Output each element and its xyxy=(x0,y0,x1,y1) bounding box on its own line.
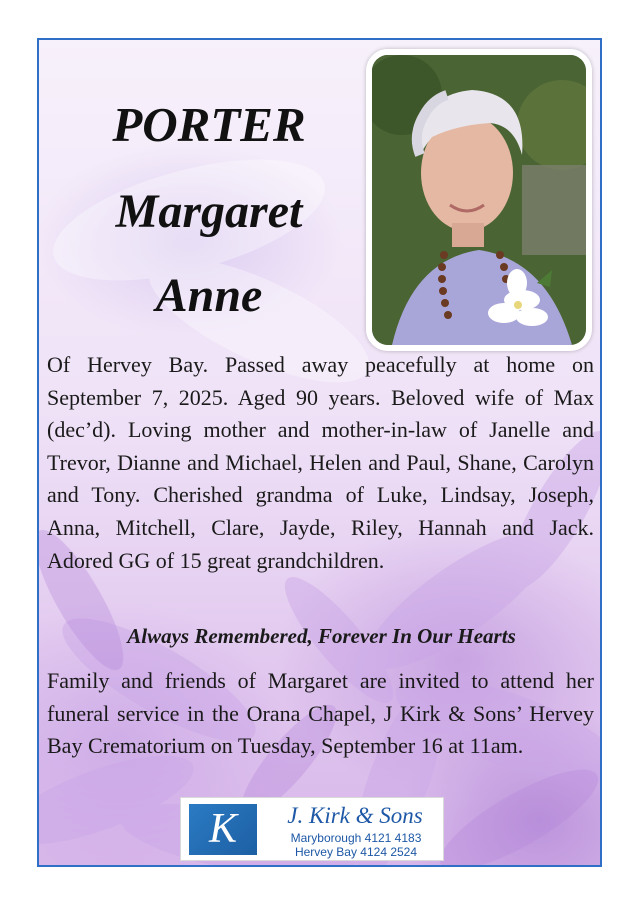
memorial-tagline: Always Remembered, Forever In Our Hearts xyxy=(127,624,516,648)
kirk-monogram-letter: K xyxy=(208,806,237,852)
funeral-notice xyxy=(37,38,602,867)
notice-paragraph-2: Family and friends of Margaret are invited to attend her funeral service in the Orana Chapel, J Kirk & Sons’ Hervey Bay Crematorium on Tuesday, September 16 at 11am. xyxy=(47,668,594,759)
hervey-bay-phone: Hervey Bay 4124 2524 xyxy=(294,845,418,859)
portrait-illustration xyxy=(372,55,586,345)
funeral-director-logo xyxy=(180,797,444,861)
deceased-middle-name: Anne xyxy=(155,269,263,322)
portrait-photo xyxy=(366,49,592,351)
funeral-director-name: J. Kirk & Sons xyxy=(287,803,423,828)
deceased-first-name: Margaret xyxy=(115,185,303,238)
notice-paragraph-1: Of Hervey Bay. Passed away peacefully at home on September 7, 2025. Aged 90 years. Beloved wife of Max (dec’d). Loving mother and mother-in-law of Janelle and Trevor, Dianne and Michael, Helen and Paul, Shane, Carolyn and Tony. Cherished grandma of Luke, Lindsay, Joseph, Anna, Mitchell, Clare, Jayde, Riley, Hannah and Jack. Adored GG of 15 great grandchildren. xyxy=(47,352,594,573)
kirk-monogram xyxy=(189,804,257,855)
maryborough-phone: Maryborough 4121 4183 xyxy=(290,831,422,845)
deceased-surname: PORTER xyxy=(112,97,306,152)
